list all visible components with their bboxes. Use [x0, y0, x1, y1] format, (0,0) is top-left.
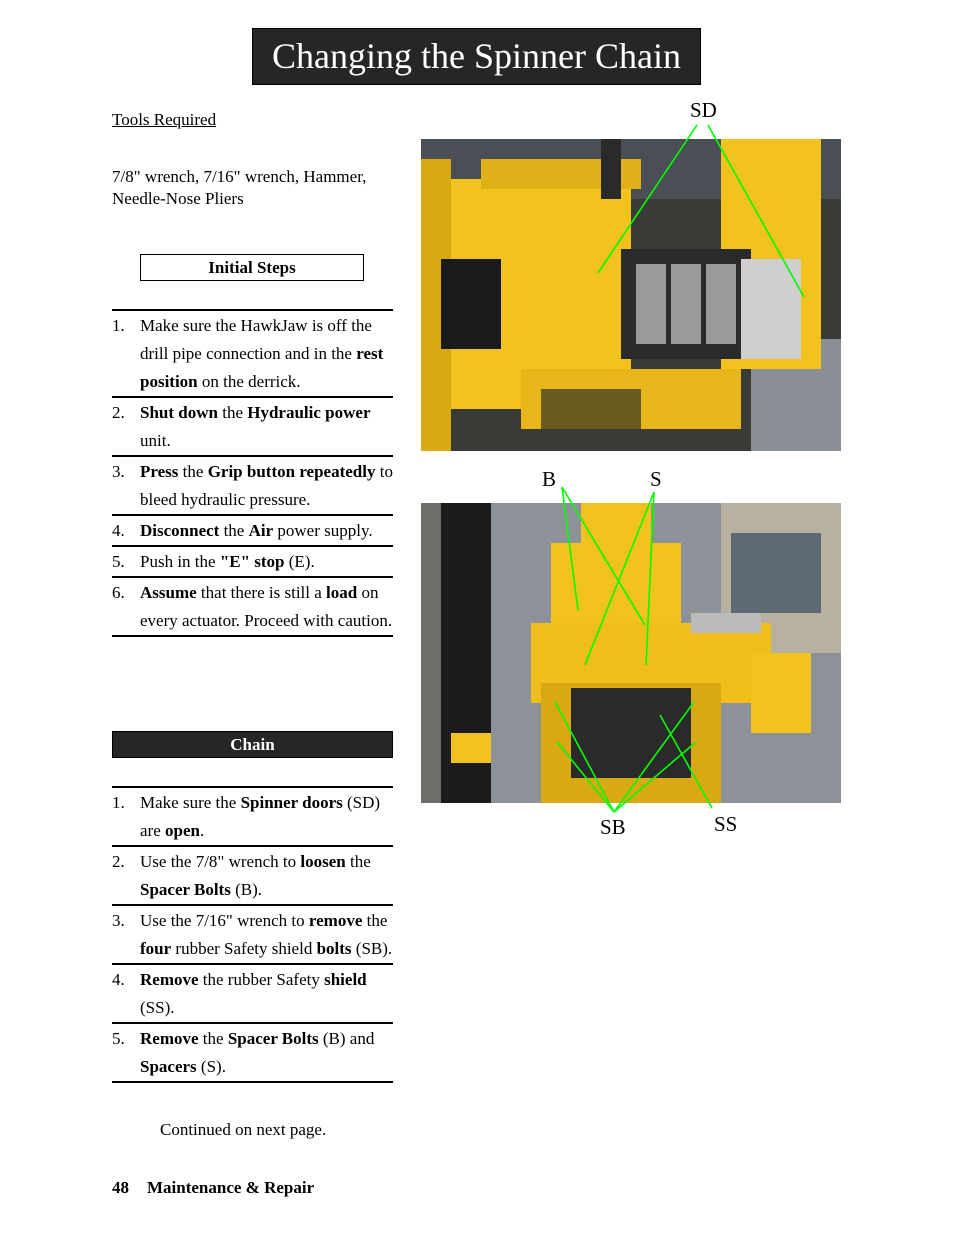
step-number: 5.: [112, 1029, 125, 1048]
step-text: on every actuator. Proceed with caution.: [140, 583, 393, 630]
step-text: that there is still a: [196, 583, 327, 602]
step-text: rubber Safety shield: [171, 939, 317, 958]
label-sb: SB: [600, 815, 626, 839]
step-text: to bleed hydraulic pressure.: [140, 462, 393, 509]
step-number: 6.: [112, 583, 125, 602]
step-number: 1.: [112, 793, 125, 812]
step-text: Spacer Bolts: [227, 1029, 319, 1048]
tools-required-label: Tools Required: [112, 110, 217, 129]
step-number: 2.: [112, 852, 125, 871]
step-text: Make sure the HawkJaw is off the drill pipe connection and in the: [140, 316, 372, 363]
step-number: 4.: [112, 521, 125, 540]
step-text: power supply.: [273, 521, 373, 540]
step-text: (SB).: [351, 939, 393, 958]
step-text: Press: [140, 462, 179, 481]
callout-line-sb: [614, 742, 696, 812]
step-text: "E" stop: [219, 552, 285, 571]
step-text: Air: [248, 521, 274, 540]
step-text: on the derrick.: [197, 372, 301, 391]
step-text: four: [140, 939, 172, 958]
callout-line-sb: [555, 702, 614, 812]
section-name: Maintenance & Repair: [147, 1178, 315, 1197]
step-number: 4.: [112, 970, 125, 989]
step-text: Spacers: [140, 1057, 197, 1076]
callout-line-s: [585, 492, 654, 665]
step-text: the: [345, 852, 371, 871]
step-text: Hydraulic power: [247, 403, 371, 422]
callout-line-ss: [660, 715, 712, 808]
step-number: 1.: [112, 316, 125, 335]
callout-line-sb: [557, 742, 614, 812]
step-text: Shut down: [140, 403, 218, 422]
page-number: 48: [112, 1178, 129, 1197]
step-text: shield: [324, 970, 367, 989]
step-text: Make sure the: [140, 793, 241, 812]
step-text: Assume: [140, 583, 197, 602]
step-text: the: [178, 462, 208, 481]
step-text: .: [199, 821, 205, 840]
step-text: bolts: [316, 939, 352, 958]
label-sd: SD: [690, 98, 717, 122]
step-text: the: [219, 521, 249, 540]
step-text: the rubber Safety: [198, 970, 325, 989]
step-text: (B) and: [318, 1029, 375, 1048]
step-text: Spinner doors: [240, 793, 343, 812]
chain-heading: Chain: [112, 731, 393, 758]
page-title: Changing the Spinner Chain: [252, 28, 701, 85]
step-text: open: [165, 821, 200, 840]
step-text: the: [217, 403, 248, 422]
label-b: B: [542, 467, 557, 491]
step-text: (SD) are: [140, 793, 381, 840]
step-text: Push in the: [140, 552, 220, 571]
step-number: 3.: [112, 911, 125, 930]
step-text: (SS).: [140, 998, 175, 1017]
step-text: Grip button repeatedly: [207, 462, 376, 481]
step-text: (S).: [196, 1057, 226, 1076]
callout-line-s: [646, 492, 654, 665]
tools-list: 7/8" wrench, 7/16" wrench, Hammer, Needle-Nose Pliers: [112, 167, 367, 208]
callout-line-b: [562, 487, 645, 625]
step-text: remove: [308, 911, 363, 930]
step-text: load: [326, 583, 358, 602]
step-text: Use the 7/16" wrench to: [140, 911, 309, 930]
step-text: Remove: [140, 1029, 199, 1048]
step-text: loosen: [300, 852, 346, 871]
continued-note: Continued on next page.: [160, 1120, 327, 1139]
callout-line-sb: [614, 702, 694, 812]
callout-line-sd: [598, 125, 697, 273]
step-text: the: [362, 911, 388, 930]
step-number: 5.: [112, 552, 125, 571]
callout-line-b: [562, 487, 578, 610]
step-text: the: [198, 1029, 228, 1048]
initial-steps-heading: Initial Steps: [140, 254, 364, 281]
step-text: Remove: [140, 970, 199, 989]
step-number: 3.: [112, 462, 125, 481]
step-text: (E).: [284, 552, 315, 571]
callout-line-sd: [708, 125, 804, 297]
step-text: Disconnect: [140, 521, 220, 540]
step-number: 2.: [112, 403, 125, 422]
step-text: unit.: [140, 431, 171, 450]
step-text: Spacer Bolts: [140, 880, 231, 899]
label-ss: SS: [714, 812, 738, 836]
step-text: rest position: [140, 344, 384, 391]
step-text: Use the 7/8" wrench to: [140, 852, 301, 871]
step-text: (B).: [230, 880, 262, 899]
label-s: S: [650, 467, 662, 491]
